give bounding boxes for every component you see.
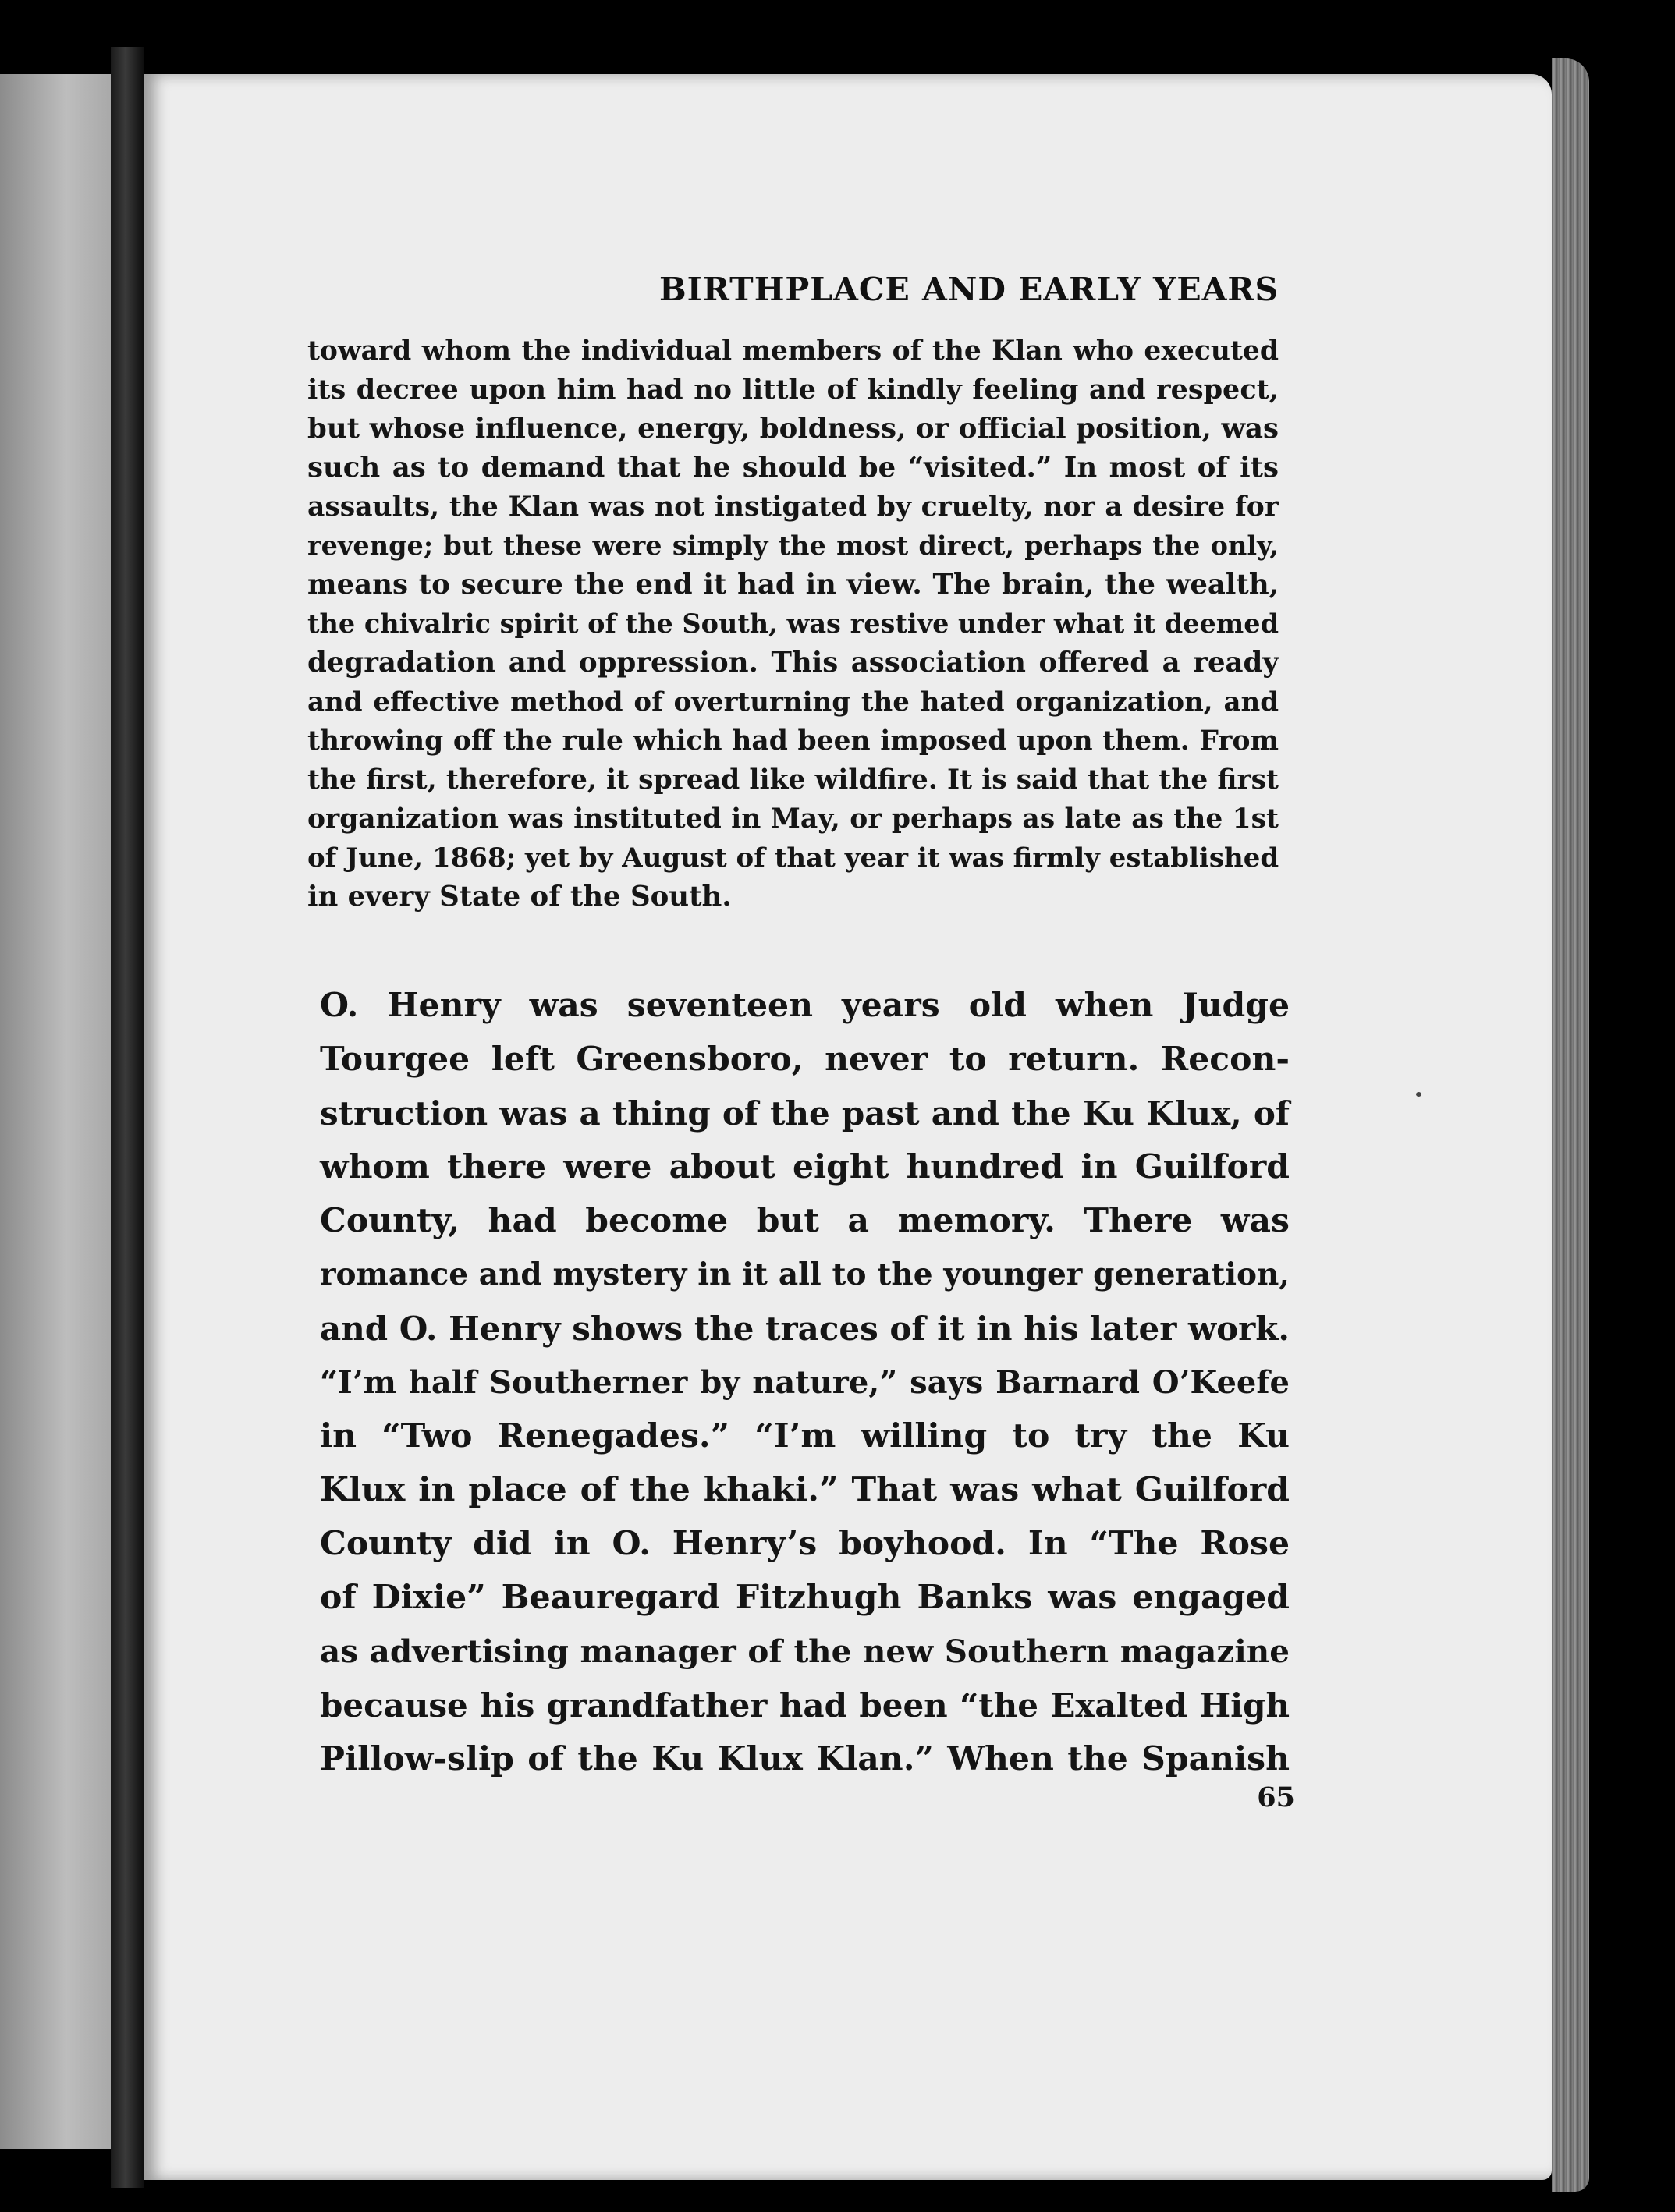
body-line: and O. Henry shows the traces of it in his later work.	[320, 1310, 1290, 1348]
quoted-paragraph	[307, 331, 1279, 916]
body-line: Pillow-slip of the Ku Klux Klan.” When the Spanish	[320, 1739, 1290, 1778]
body-line: County, had become but a memory. There was	[320, 1201, 1290, 1240]
page-edges	[1552, 58, 1589, 2192]
body-line: Klux in place of the khaki.” That was what Guilford	[320, 1470, 1290, 1509]
body-paragraph	[320, 979, 1290, 1786]
left-page-edge	[0, 74, 111, 2149]
body-line: because his grandfather had been “the Exalted High	[320, 1686, 1290, 1725]
quote-line: assaults, the Klan was not instigated by cruelty, nor a desire for	[307, 491, 1279, 523]
body-line: struction was a thing of the past and the Ku Klux, of	[320, 1094, 1290, 1133]
quote-line: its decree upon him had no little of kindly feeling and respect,	[307, 374, 1279, 406]
quote-line: but whose influence, energy, boldness, or official position, was	[307, 413, 1279, 445]
book-gutter	[111, 47, 144, 2188]
body-line: as advertising manager of the new Southern magazine	[320, 1632, 1290, 1670]
body-line: “I’m half Southerner by nature,” says Barnard O’Keefe	[320, 1364, 1290, 1401]
body-line: Tourgee left Greensboro, never to return. Recon-	[320, 1040, 1290, 1079]
quote-line: the chivalric spirit of the South, was restive under what it deemed	[307, 608, 1279, 639]
quote-line: means to secure the end it had in view. The brain, the wealth,	[307, 569, 1279, 601]
running-head: BIRTHPLACE AND EARLY YEARS	[659, 271, 1279, 308]
dust-speck	[1416, 1092, 1421, 1097]
quote-line: and effective method of overturning the hated organization, and	[307, 686, 1279, 718]
page-number: 65	[1257, 1781, 1295, 1813]
quote-line: throwing off the rule which had been imposed upon them. From	[307, 725, 1279, 757]
body-line: in “Two Renegades.” “I’m willing to try the Ku	[320, 1416, 1290, 1455]
quote-line: the first, therefore, it spread like wildfire. It is said that the first	[307, 764, 1279, 796]
body-line: O. Henry was seventeen years old when Judge	[320, 986, 1290, 1025]
body-line: of Dixie” Beauregard Fitzhugh Banks was engaged	[320, 1578, 1290, 1617]
quote-line: toward whom the individual members of the Klan who executed	[307, 335, 1279, 367]
quote-line: organization was instituted in May, or perhaps as late as the 1st	[307, 803, 1279, 835]
quote-line: revenge; but these were simply the most direct, perhaps the only,	[307, 530, 1279, 561]
quote-line: such as to demand that he should be “visited.” In most of its	[307, 452, 1279, 484]
body-line: romance and mystery in it all to the younger generation,	[320, 1257, 1290, 1292]
quote-line: degradation and oppression. This association offered a ready	[307, 647, 1279, 679]
body-line: whom there were about eight hundred in Guilford	[320, 1147, 1290, 1186]
body-line: County did in O. Henry’s boyhood. In “The Rose	[320, 1524, 1290, 1563]
quote-line: of June, 1868; yet by August of that year it was firmly established	[307, 842, 1279, 874]
quote-line: in every State of the South.	[307, 881, 732, 913]
